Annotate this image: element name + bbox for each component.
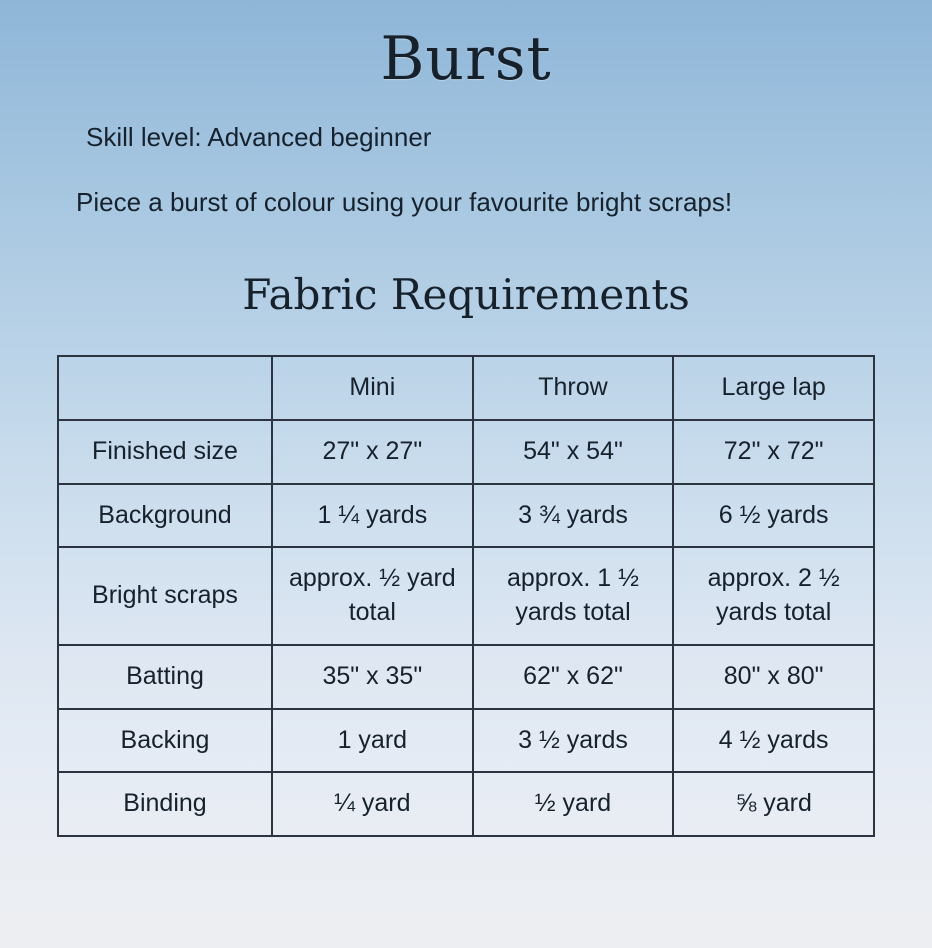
table-row xyxy=(58,709,874,773)
table-row xyxy=(58,772,874,836)
row-label-bright-scraps: Bright scraps xyxy=(58,547,272,645)
cell-finished-size-large-lap: 72" x 72" xyxy=(673,420,874,484)
cell-background-mini: 1 ¼ yards xyxy=(272,484,473,548)
cell-background-large-lap: 6 ½ yards xyxy=(673,484,874,548)
cell-binding-mini: ¼ yard xyxy=(272,772,473,836)
page-title: Burst xyxy=(380,24,552,94)
fabric-requirements-table xyxy=(57,355,875,837)
cell-bright-scraps-throw: approx. 1 ½ yards total xyxy=(473,547,674,645)
cell-batting-throw: 62" x 62" xyxy=(473,645,674,709)
cell-finished-size-mini: 27" x 27" xyxy=(272,420,473,484)
row-label-backing: Backing xyxy=(58,709,272,773)
row-label-background: Background xyxy=(58,484,272,548)
table-corner-cell xyxy=(58,356,272,420)
row-label-finished-size: Finished size xyxy=(58,420,272,484)
cell-bright-scraps-mini: approx. ½ yard total xyxy=(272,547,473,645)
row-label-batting: Batting xyxy=(58,645,272,709)
column-header-large-lap: Large lap xyxy=(673,356,874,420)
cell-bright-scraps-large-lap: approx. 2 ½ yards total xyxy=(673,547,874,645)
row-label-binding: Binding xyxy=(58,772,272,836)
cell-binding-throw: ½ yard xyxy=(473,772,674,836)
table-row xyxy=(58,420,874,484)
column-header-throw: Throw xyxy=(473,356,674,420)
table-row xyxy=(58,484,874,548)
table-row xyxy=(58,547,874,645)
cell-batting-large-lap: 80" x 80" xyxy=(673,645,874,709)
table-row xyxy=(58,645,874,709)
cell-binding-large-lap: ⅝ yard xyxy=(673,772,874,836)
cell-background-throw: 3 ¾ yards xyxy=(473,484,674,548)
fabric-requirements-table-wrap xyxy=(57,355,875,837)
skill-level-line: Skill level: Advanced beginner xyxy=(86,122,432,152)
section-heading: Fabric Requirements xyxy=(242,270,690,319)
cell-backing-mini: 1 yard xyxy=(272,709,473,773)
tagline-line: Piece a burst of colour using your favourite bright scraps! xyxy=(76,187,733,217)
table-header-row xyxy=(58,356,874,420)
cell-finished-size-throw: 54" x 54" xyxy=(473,420,674,484)
cell-backing-large-lap: 4 ½ yards xyxy=(673,709,874,773)
cell-backing-throw: 3 ½ yards xyxy=(473,709,674,773)
column-header-mini: Mini xyxy=(272,356,473,420)
cell-batting-mini: 35" x 35" xyxy=(272,645,473,709)
